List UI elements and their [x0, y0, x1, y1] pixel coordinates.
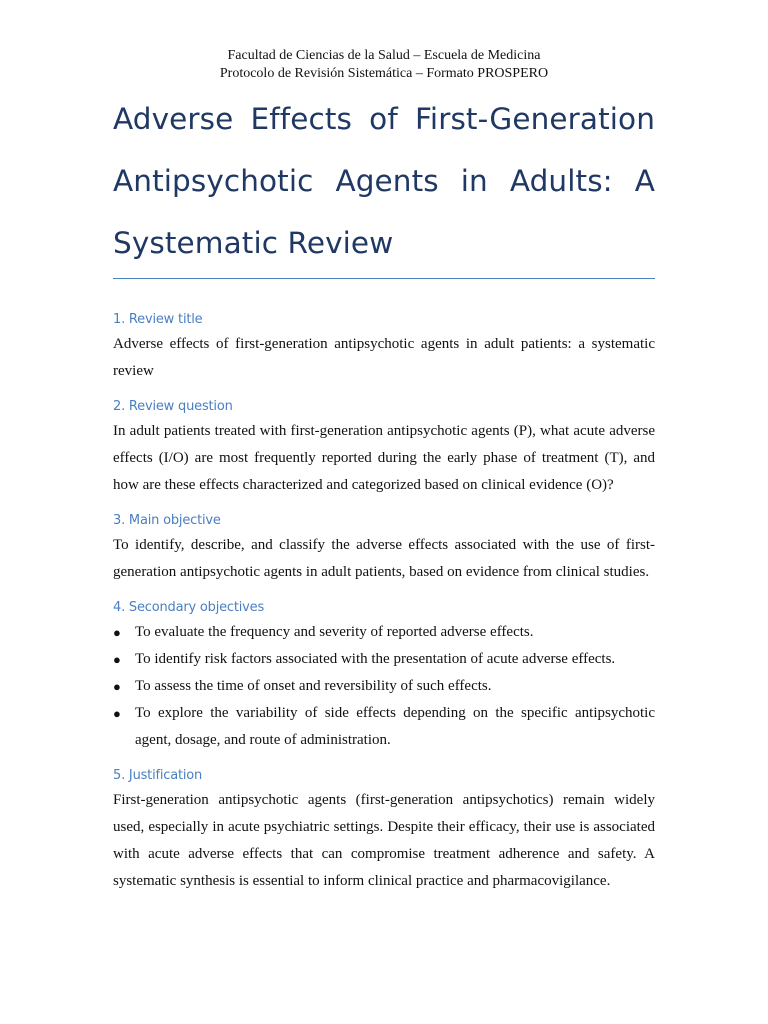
section-main-objective: [113, 513, 655, 586]
section-secondary-objectives: [113, 600, 655, 754]
document-header: [113, 47, 655, 82]
section-justification: [113, 768, 655, 895]
document-title: Adverse Effects of First-Generation Antipsychotic Agents in Adults: A Systematic Review: [113, 88, 655, 279]
section-review-question: [113, 399, 655, 499]
list-item: ● To identify risk factors associated with the presentation of acute adverse effects.: [113, 646, 655, 673]
section-heading: 4. Secondary objectives: [113, 600, 265, 615]
section-text: First-generation antipsychotic agents (first-generation antipsychotics) remain widely used, especially in acute psychiatric settings. Despite their efficacy, their use is associated with acute adverse effects that can compromise treatment adherence and safety. A systematic synthesis is essential to inform clinical practice and pharmacovigilance.: [113, 792, 655, 889]
section-heading: 3. Main objective: [113, 513, 221, 528]
section-heading: 2. Review question: [113, 399, 233, 414]
section-heading: 1. Review title: [113, 312, 203, 327]
list-item: ● To evaluate the frequency and severity of reported adverse effects.: [113, 619, 655, 646]
header-line-protocol: Protocolo de Revisión Sistemática – Formato PROSPERO: [219, 65, 549, 81]
section-text: In adult patients treated with first-generation antipsychotic agents (P), what acute adverse effects (I/O) are most frequently reported during the early phase of treatment (T), and how are these effects characterized and categorized based on clinical evidence (O)?: [113, 423, 655, 493]
bullet-icon: ●: [113, 625, 121, 640]
bullet-icon: ●: [113, 706, 121, 721]
header-line-faculty: Facultad de Ciencias de la Salud – Escuela de Medicina: [227, 48, 541, 63]
section-text: To identify, describe, and classify the adverse effects associated with the use of first-generation antipsychotic agents in adult patients, based on evidence from clinical studies.: [113, 537, 655, 580]
section-heading: 5. Justification: [113, 768, 203, 783]
list-item: ● To assess the time of onset and reversibility of such effects.: [113, 673, 655, 700]
section-text: Adverse effects of first-generation antipsychotic agents in adult patients: a systematic review: [113, 336, 655, 379]
bullet-icon: ●: [113, 652, 121, 667]
bullet-icon: ●: [113, 679, 121, 694]
section-review-title: [113, 312, 655, 385]
secondary-objectives-list: [113, 619, 655, 754]
list-item: ● To explore the variability of side effects depending on the specific antipsychotic agent, dosage, and route of administration.: [113, 700, 655, 754]
document-page: [113, 0, 655, 895]
